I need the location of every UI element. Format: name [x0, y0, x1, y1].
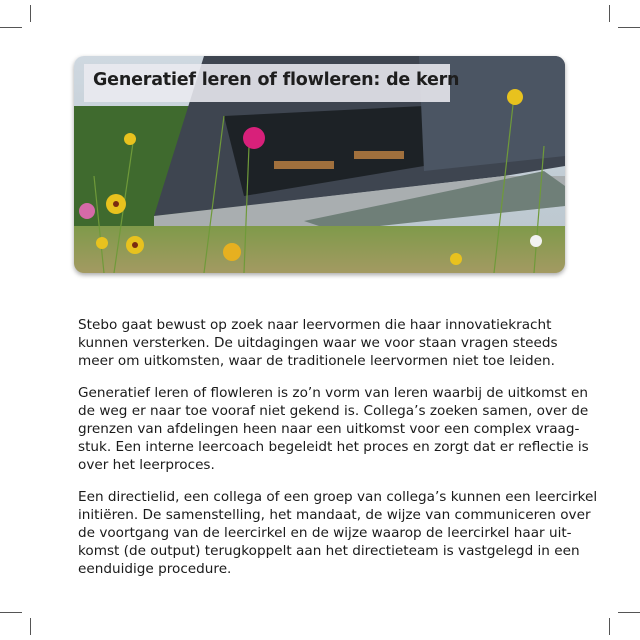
text-line: komst (de output) terugkoppelt aan het directieteam is vastgelegd in een	[78, 543, 580, 559]
text-line: initiëren. De samenstelling, het mandaat, de wijze van communiceren over	[78, 507, 591, 523]
text-line: meer om uitkomsten, waar de traditionele leervormen niet toe leiden.	[78, 353, 555, 369]
page-title: Generatief leren of flowleren: de kern	[84, 64, 450, 102]
text-line: Een directielid, een collega of een groep van collega’s kunnen een leercirkel	[78, 489, 598, 505]
crop-mark	[30, 618, 31, 635]
paragraph-intro	[78, 316, 588, 370]
crop-mark	[618, 612, 640, 613]
text-line: stuk. Een interne leercoach begeleidt het proces en zorgt dat er reflectie is	[78, 439, 589, 455]
paragraph-procedure	[78, 488, 598, 578]
text-line: kunnen versterken. De uitdagingen waar we voor staan vragen steeds	[78, 335, 558, 351]
text-line: de voortgang van de leercirkel en de wijze waarop de leercirkel haar uit-	[78, 525, 572, 541]
text-line: over het leerproces.	[78, 457, 215, 473]
text-line: grenzen van afdelingen heen naar een uitkomst voor een complex vraag-	[78, 421, 580, 437]
text-line: de weg er naar toe vooraf niet gekend is. Collega’s zoeken samen, over de	[78, 403, 589, 419]
text-line: eenduidige procedure.	[78, 561, 232, 577]
crop-mark	[618, 27, 640, 28]
crop-mark	[0, 27, 22, 28]
text-line: Generatief leren of flowleren is zo’n vorm van leren waarbij de uitkomst en	[78, 385, 589, 401]
crop-mark	[30, 5, 31, 22]
crop-mark	[0, 612, 22, 613]
crop-mark	[609, 618, 610, 635]
crop-mark	[609, 5, 610, 22]
paragraph-definition	[78, 384, 588, 474]
body-text	[78, 316, 598, 592]
text-line: Stebo gaat bewust op zoek naar leervormen die haar innovatiekracht	[78, 317, 552, 333]
